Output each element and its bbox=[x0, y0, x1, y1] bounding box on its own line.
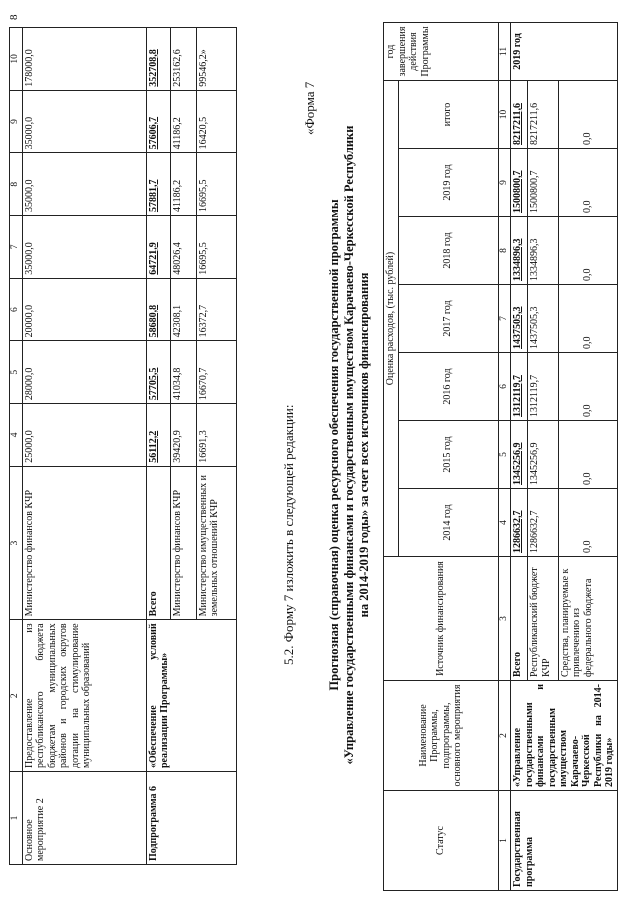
header-year: 2018 год bbox=[398, 217, 498, 285]
source-cell: Всего bbox=[146, 466, 170, 620]
colnum: 9 bbox=[498, 149, 511, 217]
value-cell: 1312119,7 bbox=[511, 353, 528, 421]
table-row bbox=[146, 28, 170, 865]
value-cell: 57606,7 bbox=[146, 90, 170, 153]
value-cell: 20000,0 bbox=[22, 278, 146, 341]
form-label: «Форма 7 bbox=[302, 81, 317, 135]
value-cell: 99546,2» bbox=[196, 28, 236, 91]
name-cell: «Обеспечение условий реализации Программы» bbox=[146, 620, 236, 772]
header-year: 2015 год bbox=[398, 421, 498, 489]
colnum: 8 bbox=[498, 217, 511, 285]
header-total: итого bbox=[398, 81, 498, 149]
value-cell: 0,0 bbox=[558, 489, 617, 557]
amendment-statement: 5.2. Форму 7 изложить в следующей редакции: bbox=[281, 404, 296, 665]
title-line: на 2014-2019 годы» за счет всех источников финансирования bbox=[357, 272, 371, 618]
value-cell: 1345256,9 bbox=[511, 421, 528, 489]
value-cell: 0,0 bbox=[558, 217, 617, 285]
value-cell: 253162,6 bbox=[170, 28, 196, 91]
value-cell: 57881,7 bbox=[146, 153, 170, 216]
colnum: 3 bbox=[498, 557, 511, 681]
value-cell: 1345256,9 bbox=[528, 421, 559, 489]
header-year: 2014 год bbox=[398, 489, 498, 557]
value-cell: 58680,8 bbox=[146, 278, 170, 341]
colnum: 2 bbox=[498, 681, 511, 791]
colnum: 2 bbox=[10, 620, 23, 772]
value-cell: 1334896,3 bbox=[528, 217, 559, 285]
value-cell: 42308,1 bbox=[170, 278, 196, 341]
colnum: 6 bbox=[498, 353, 511, 421]
source-cell: Министерство финансов КЧР bbox=[22, 466, 146, 620]
header-row bbox=[384, 23, 399, 891]
header-name: Наименование Программы, подпрограммы, основного мероприятия bbox=[384, 681, 499, 791]
colnum: 10 bbox=[10, 28, 23, 91]
completion-cell: 2019 год bbox=[511, 23, 618, 81]
colnum: 7 bbox=[10, 216, 23, 279]
value-cell: 56112,2 bbox=[146, 404, 170, 467]
value-cell: 0,0 bbox=[558, 285, 617, 353]
value-cell: 352708,8 bbox=[146, 28, 170, 91]
value-cell: 1437505,3 bbox=[528, 285, 559, 353]
value-cell: 25000,0 bbox=[22, 404, 146, 467]
header-year: 2016 год bbox=[398, 353, 498, 421]
header-completion: год завершения действия Программы bbox=[384, 23, 499, 81]
continuation-table bbox=[9, 27, 237, 865]
value-cell: 1334896,3 bbox=[511, 217, 528, 285]
table-row bbox=[22, 28, 146, 865]
value-cell: 1500800,7 bbox=[511, 149, 528, 217]
value-cell: 0,0 bbox=[558, 421, 617, 489]
header-status: Статус bbox=[384, 791, 499, 891]
value-cell: 64721,9 bbox=[146, 216, 170, 279]
source-cell: Министерство финансов КЧР bbox=[170, 466, 196, 620]
name-cell: Предоставление из республиканского бюджета бюджетам муниципальных районов и городских округов дотации на стимулирование муниципальных образований bbox=[22, 620, 146, 772]
colnum: 8 bbox=[10, 153, 23, 216]
colnum: 4 bbox=[498, 489, 511, 557]
header-year: 2017 год bbox=[398, 285, 498, 353]
value-cell: 16420,5 bbox=[196, 90, 236, 153]
source-cell: Всего bbox=[511, 557, 528, 681]
value-cell: 28000,0 bbox=[22, 341, 146, 404]
column-number-row bbox=[10, 28, 23, 865]
title-line: Прогнозная (справочная) оценка ресурсного обеспечения государственной программы bbox=[327, 199, 341, 691]
value-cell: 16670,7 bbox=[196, 341, 236, 404]
colnum: 1 bbox=[10, 772, 23, 865]
value-cell: 41034,8 bbox=[170, 341, 196, 404]
source-cell: Средства, планируемые к привлечению из федерального бюджета bbox=[558, 557, 617, 681]
value-cell: 48026,4 bbox=[170, 216, 196, 279]
value-cell: 41186,2 bbox=[170, 90, 196, 153]
value-cell: 1312119,7 bbox=[528, 353, 559, 421]
value-cell: 1437505,3 bbox=[511, 285, 528, 353]
colnum: 5 bbox=[498, 421, 511, 489]
value-cell: 35000,0 bbox=[22, 216, 146, 279]
value-cell: 8217211,6 bbox=[511, 81, 528, 149]
value-cell: 1500800,7 bbox=[528, 149, 559, 217]
value-cell: 0,0 bbox=[558, 149, 617, 217]
value-cell: 0,0 bbox=[558, 81, 617, 149]
value-cell: 178000,0 bbox=[22, 28, 146, 91]
value-cell: 41186,2 bbox=[170, 153, 196, 216]
page-number: 8 bbox=[8, 14, 20, 20]
title-line: «Управление государственными финансами и государственным имуществом Карачаево-Черкесской Республики bbox=[342, 125, 356, 765]
value-cell: 16695,5 bbox=[196, 153, 236, 216]
value-cell: 0,0 bbox=[558, 353, 617, 421]
resource-table bbox=[383, 22, 618, 891]
colnum: 10 bbox=[498, 81, 511, 149]
value-cell: 1286632,7 bbox=[528, 489, 559, 557]
colnum: 1 bbox=[498, 791, 511, 891]
value-cell: 35000,0 bbox=[22, 153, 146, 216]
column-number-row bbox=[498, 23, 511, 891]
value-cell: 39420,9 bbox=[170, 404, 196, 467]
colnum: 7 bbox=[498, 285, 511, 353]
value-cell: 57705,5 bbox=[146, 341, 170, 404]
value-cell: 8217211,6 bbox=[528, 81, 559, 149]
name-cell: «Управление государственными финансами и государственным имуществом Карачаево-Черкесской Республики на 2014-2019 годы» bbox=[511, 681, 618, 791]
colnum: 9 bbox=[10, 90, 23, 153]
colnum: 11 bbox=[498, 23, 511, 81]
value-cell: 16695,5 bbox=[196, 216, 236, 279]
table-row bbox=[511, 23, 528, 891]
colnum: 4 bbox=[10, 404, 23, 467]
colnum: 6 bbox=[10, 278, 23, 341]
form-title bbox=[327, 5, 372, 885]
value-cell: 16691,3 bbox=[196, 404, 236, 467]
status-cell: Основное мероприятие 2 bbox=[22, 772, 146, 865]
source-cell: Республиканский бюджет КЧР bbox=[528, 557, 559, 681]
status-cell: Подпрограмма 6 bbox=[146, 772, 236, 865]
colnum: 3 bbox=[10, 466, 23, 620]
header-source: Источник финансирования bbox=[384, 557, 499, 681]
header-estimate: Оценка расходов, (тыс. рублей) bbox=[384, 81, 399, 557]
value-cell: 1286632,7 bbox=[511, 489, 528, 557]
source-cell: Министерство имущественных и земельных отношений КЧР bbox=[196, 466, 236, 620]
header-year: 2019 год bbox=[398, 149, 498, 217]
status-cell: Государственная программа bbox=[511, 791, 618, 891]
value-cell: 16372,7 bbox=[196, 278, 236, 341]
colnum: 5 bbox=[10, 341, 23, 404]
value-cell: 35000,0 bbox=[22, 90, 146, 153]
